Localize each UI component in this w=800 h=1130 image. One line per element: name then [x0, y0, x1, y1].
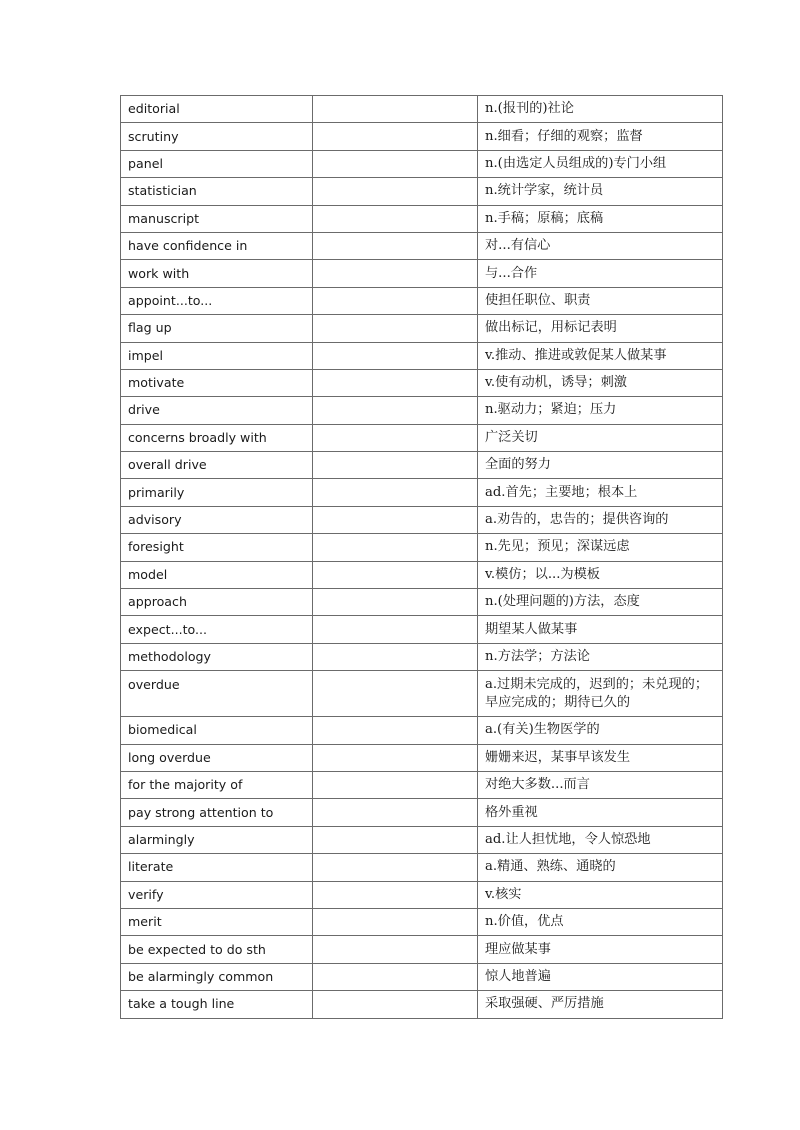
- table-row: [121, 963, 723, 990]
- term-cell: motivate: [121, 369, 313, 396]
- definition-cell: n.价值，优点: [478, 908, 723, 935]
- definition-cell: v.核实: [478, 881, 723, 908]
- definition-cell: 期望某人做某事: [478, 616, 723, 643]
- term-cell: flag up: [121, 315, 313, 342]
- blank-cell: [313, 424, 478, 451]
- definition-cell: 广泛关切: [478, 424, 723, 451]
- blank-cell: [313, 369, 478, 396]
- term-cell: merit: [121, 908, 313, 935]
- term-cell: overall drive: [121, 452, 313, 479]
- definition-cell: 理应做某事: [478, 936, 723, 963]
- definition-cell: n.方法学；方法论: [478, 643, 723, 670]
- table-row: [121, 260, 723, 287]
- term-cell: scrutiny: [121, 123, 313, 150]
- term-cell: expect...to...: [121, 616, 313, 643]
- table-row: [121, 424, 723, 451]
- table-row: [121, 342, 723, 369]
- table-row: [121, 96, 723, 123]
- table-row: [121, 881, 723, 908]
- definition-cell: 对...有信心: [478, 232, 723, 259]
- table-row: [121, 205, 723, 232]
- definition-cell: 使担任职位、职责: [478, 287, 723, 314]
- blank-cell: [313, 936, 478, 963]
- definition-cell: n.手稿；原稿；底稿: [478, 205, 723, 232]
- table-row: [121, 616, 723, 643]
- definition-cell: 做出标记，用标记表明: [478, 315, 723, 342]
- table-row: [121, 717, 723, 744]
- blank-cell: [313, 717, 478, 744]
- blank-cell: [313, 178, 478, 205]
- blank-cell: [313, 854, 478, 881]
- definition-cell: v.模仿；以...为模板: [478, 561, 723, 588]
- blank-cell: [313, 908, 478, 935]
- blank-cell: [313, 150, 478, 177]
- table-row: [121, 397, 723, 424]
- blank-cell: [313, 287, 478, 314]
- table-row: [121, 671, 723, 717]
- table-row: [121, 232, 723, 259]
- term-cell: statistician: [121, 178, 313, 205]
- blank-cell: [313, 963, 478, 990]
- blank-cell: [313, 397, 478, 424]
- term-cell: model: [121, 561, 313, 588]
- definition-cell: a.精通、熟练、通晓的: [478, 854, 723, 881]
- definition-cell: 姗姗来迟，某事早该发生: [478, 744, 723, 771]
- term-cell: approach: [121, 589, 313, 616]
- blank-cell: [313, 881, 478, 908]
- term-cell: overdue: [121, 671, 313, 717]
- definition-cell: 惊人地普遍: [478, 963, 723, 990]
- definition-cell: a.劝告的，忠告的；提供咨询的: [478, 506, 723, 533]
- term-cell: methodology: [121, 643, 313, 670]
- term-cell: literate: [121, 854, 313, 881]
- definition-cell: v.使有动机，诱导；刺激: [478, 369, 723, 396]
- term-cell: verify: [121, 881, 313, 908]
- blank-cell: [313, 799, 478, 826]
- definition-cell: 格外重视: [478, 799, 723, 826]
- blank-cell: [313, 991, 478, 1018]
- table-row: [121, 908, 723, 935]
- blank-cell: [313, 643, 478, 670]
- table-row: [121, 771, 723, 798]
- table-row: [121, 534, 723, 561]
- table-row: [121, 854, 723, 881]
- blank-cell: [313, 96, 478, 123]
- definition-cell: ad.让人担忧地，令人惊恐地: [478, 826, 723, 853]
- term-cell: pay strong attention to: [121, 799, 313, 826]
- vocabulary-table: [120, 95, 723, 1019]
- definition-cell: n.(处理问题的)方法，态度: [478, 589, 723, 616]
- table-row: [121, 369, 723, 396]
- definition-cell: a.(有关)生物医学的: [478, 717, 723, 744]
- term-cell: be expected to do sth: [121, 936, 313, 963]
- definition-cell: v.推动、推进或敦促某人做某事: [478, 342, 723, 369]
- table-row: [121, 561, 723, 588]
- table-row: [121, 991, 723, 1018]
- term-cell: foresight: [121, 534, 313, 561]
- table-row: [121, 826, 723, 853]
- term-cell: appoint...to...: [121, 287, 313, 314]
- term-cell: drive: [121, 397, 313, 424]
- blank-cell: [313, 826, 478, 853]
- blank-cell: [313, 534, 478, 561]
- definition-cell: ad.首先；主要地；根本上: [478, 479, 723, 506]
- definition-cell: 全面的努力: [478, 452, 723, 479]
- table-row: [121, 506, 723, 533]
- definition-cell: n.细看；仔细的观察；监督: [478, 123, 723, 150]
- blank-cell: [313, 744, 478, 771]
- definition-cell: n.驱动力；紧迫；压力: [478, 397, 723, 424]
- table-row: [121, 589, 723, 616]
- blank-cell: [313, 589, 478, 616]
- table-row: [121, 123, 723, 150]
- definition-cell: 采取强硬、严厉措施: [478, 991, 723, 1018]
- definition-cell: 对绝大多数...而言: [478, 771, 723, 798]
- term-cell: long overdue: [121, 744, 313, 771]
- definition-cell: n.(由选定人员组成的)专门小组: [478, 150, 723, 177]
- blank-cell: [313, 479, 478, 506]
- table-row: [121, 936, 723, 963]
- table-row: [121, 150, 723, 177]
- term-cell: biomedical: [121, 717, 313, 744]
- term-cell: work with: [121, 260, 313, 287]
- term-cell: alarmingly: [121, 826, 313, 853]
- term-cell: be alarmingly common: [121, 963, 313, 990]
- definition-cell: a.过期未完成的，迟到的；未兑现的；早应完成的；期待已久的: [478, 671, 723, 717]
- blank-cell: [313, 205, 478, 232]
- table-row: [121, 452, 723, 479]
- term-cell: have confidence in: [121, 232, 313, 259]
- definition-cell: 与...合作: [478, 260, 723, 287]
- blank-cell: [313, 342, 478, 369]
- blank-cell: [313, 771, 478, 798]
- table-row: [121, 799, 723, 826]
- term-cell: panel: [121, 150, 313, 177]
- term-cell: impel: [121, 342, 313, 369]
- table-row: [121, 315, 723, 342]
- term-cell: primarily: [121, 479, 313, 506]
- term-cell: advisory: [121, 506, 313, 533]
- table-row: [121, 287, 723, 314]
- blank-cell: [313, 260, 478, 287]
- table-row: [121, 178, 723, 205]
- vocabulary-table-body: [121, 96, 723, 1019]
- table-row: [121, 479, 723, 506]
- blank-cell: [313, 506, 478, 533]
- blank-cell: [313, 561, 478, 588]
- term-cell: for the majority of: [121, 771, 313, 798]
- table-row: [121, 643, 723, 670]
- term-cell: manuscript: [121, 205, 313, 232]
- blank-cell: [313, 452, 478, 479]
- blank-cell: [313, 315, 478, 342]
- definition-cell: n.(报刊的)社论: [478, 96, 723, 123]
- term-cell: take a tough line: [121, 991, 313, 1018]
- blank-cell: [313, 671, 478, 717]
- definition-cell: n.统计学家，统计员: [478, 178, 723, 205]
- blank-cell: [313, 232, 478, 259]
- table-row: [121, 744, 723, 771]
- term-cell: concerns broadly with: [121, 424, 313, 451]
- blank-cell: [313, 616, 478, 643]
- term-cell: editorial: [121, 96, 313, 123]
- blank-cell: [313, 123, 478, 150]
- definition-cell: n.先见；预见；深谋远虑: [478, 534, 723, 561]
